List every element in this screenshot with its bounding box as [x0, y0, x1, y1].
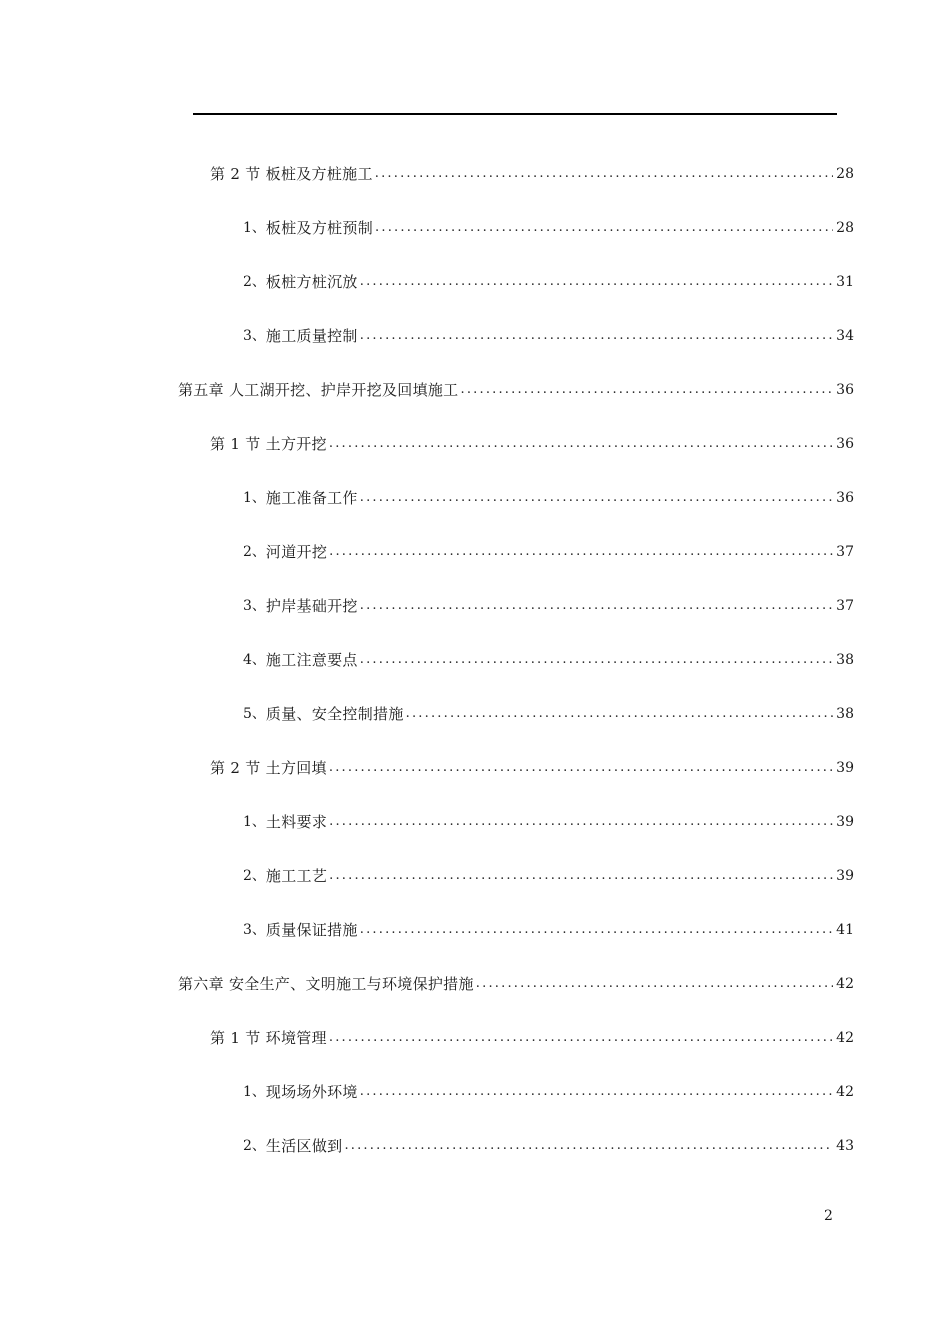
- dot-leader: [329, 866, 833, 886]
- toc-entry-page: 42: [836, 1084, 854, 1100]
- toc-entry-page: 36: [836, 436, 854, 452]
- toc-entry-number: 1、: [243, 490, 266, 506]
- dot-leader: [329, 434, 833, 454]
- toc-entry-text: 护岸基础开挖: [265, 597, 358, 615]
- toc-entry[interactable]: [243, 214, 854, 238]
- toc-entry-page: 37: [836, 598, 854, 614]
- toc-entry-text: 施工准备工作: [265, 489, 358, 507]
- toc-entry-text: 施工工艺: [265, 867, 328, 885]
- toc-entry[interactable]: [243, 538, 854, 562]
- dot-leader: [329, 1028, 833, 1048]
- toc-entry[interactable]: [243, 646, 854, 670]
- toc-entry[interactable]: [210, 160, 854, 184]
- dot-leader: [375, 218, 833, 238]
- toc-entry[interactable]: [178, 970, 854, 994]
- toc-entry-text: 第 2 节 土方回填: [210, 759, 327, 777]
- dot-leader: [344, 1136, 833, 1156]
- toc-entry-text: 第五章 人工湖开挖、护岸开挖及回填施工: [178, 381, 459, 399]
- dot-leader: [360, 272, 833, 292]
- toc-entry-number: 2、: [243, 544, 266, 560]
- toc-entry-page: 43: [836, 1138, 854, 1154]
- toc-entry-text: 土料要求: [265, 813, 328, 831]
- toc-entry-page: 38: [836, 652, 854, 668]
- toc-entry[interactable]: [243, 484, 854, 508]
- toc-entry[interactable]: [243, 862, 854, 886]
- toc-entry-text: 质量保证措施: [265, 921, 358, 939]
- toc-entry-page: 42: [836, 1030, 854, 1046]
- toc-entry-page: 36: [836, 490, 854, 506]
- dot-leader: [329, 542, 833, 562]
- toc-entry-number: 1、: [243, 814, 266, 830]
- toc-entry-text: 河道开挖: [265, 543, 328, 561]
- dot-leader: [360, 326, 833, 346]
- toc-entry[interactable]: [243, 700, 854, 724]
- toc-entry-text: 第 2 节 板桩及方桩施工: [210, 165, 373, 183]
- toc-entry-text: 施工质量控制: [265, 327, 358, 345]
- dot-leader: [375, 164, 833, 184]
- toc-entry-page: 28: [836, 166, 854, 182]
- toc-entry[interactable]: [243, 1132, 854, 1156]
- toc-entry-text: 现场场外环境: [265, 1083, 358, 1101]
- dot-leader: [476, 974, 833, 994]
- toc-entry-text: 生活区做到: [265, 1137, 343, 1155]
- toc-entry-page: 28: [836, 220, 854, 236]
- toc-entry-text: 第 1 节 土方开挖: [210, 435, 327, 453]
- toc-entry[interactable]: [178, 376, 854, 400]
- toc-entry[interactable]: [210, 754, 854, 778]
- toc-entry-number: 3、: [243, 598, 266, 614]
- toc-entry[interactable]: [243, 592, 854, 616]
- toc-entry-page: 34: [836, 328, 854, 344]
- dot-leader: [360, 596, 833, 616]
- toc-entry[interactable]: [243, 268, 854, 292]
- toc-entry-page: 37: [836, 544, 854, 560]
- toc-entry-number: 2、: [243, 274, 266, 290]
- toc-entry-number: 2、: [243, 1138, 266, 1154]
- dot-leader: [460, 380, 833, 400]
- toc-entry-page: 42: [836, 976, 854, 992]
- toc-entry-page: 39: [836, 868, 854, 884]
- toc-entry-text: 质量、安全控制措施: [265, 705, 404, 723]
- toc-entry-number: 3、: [243, 922, 266, 938]
- toc-entry-text: 板桩方桩沉放: [265, 273, 358, 291]
- toc-entry-page: 39: [836, 814, 854, 830]
- toc-entry-page: 41: [836, 922, 854, 938]
- dot-leader: [360, 650, 833, 670]
- toc-entry[interactable]: [243, 916, 854, 940]
- toc-entry-text: 板桩及方桩预制: [265, 219, 374, 237]
- toc-entry-text: 第 1 节 环境管理: [210, 1029, 327, 1047]
- toc-entry[interactable]: [243, 322, 854, 346]
- toc-entry-page: 39: [836, 760, 854, 776]
- toc-entry[interactable]: [243, 1078, 854, 1102]
- dot-leader: [360, 1082, 833, 1102]
- toc-entry-number: 1、: [243, 1084, 266, 1100]
- toc-entry-page: 36: [836, 382, 854, 398]
- toc-entry-text: 施工注意要点: [265, 651, 358, 669]
- dot-leader: [406, 704, 834, 724]
- toc-entry-text: 第六章 安全生产、文明施工与环境保护措施: [178, 975, 474, 993]
- dot-leader: [329, 812, 833, 832]
- toc-entry-number: 5、: [243, 706, 266, 722]
- toc-entry-page: 38: [836, 706, 854, 722]
- toc-entry[interactable]: [210, 1024, 854, 1048]
- toc-entry[interactable]: [243, 808, 854, 832]
- toc-entry[interactable]: [210, 430, 854, 454]
- toc-entry-number: 2、: [243, 868, 266, 884]
- toc-entry-number: 4、: [243, 652, 266, 668]
- page-number: 2: [824, 1208, 833, 1224]
- toc-entry-page: 31: [836, 274, 854, 290]
- toc-entry-number: 3、: [243, 328, 266, 344]
- dot-leader: [329, 758, 833, 778]
- dot-leader: [360, 488, 833, 508]
- dot-leader: [360, 920, 833, 940]
- toc-entry-number: 1、: [243, 220, 266, 236]
